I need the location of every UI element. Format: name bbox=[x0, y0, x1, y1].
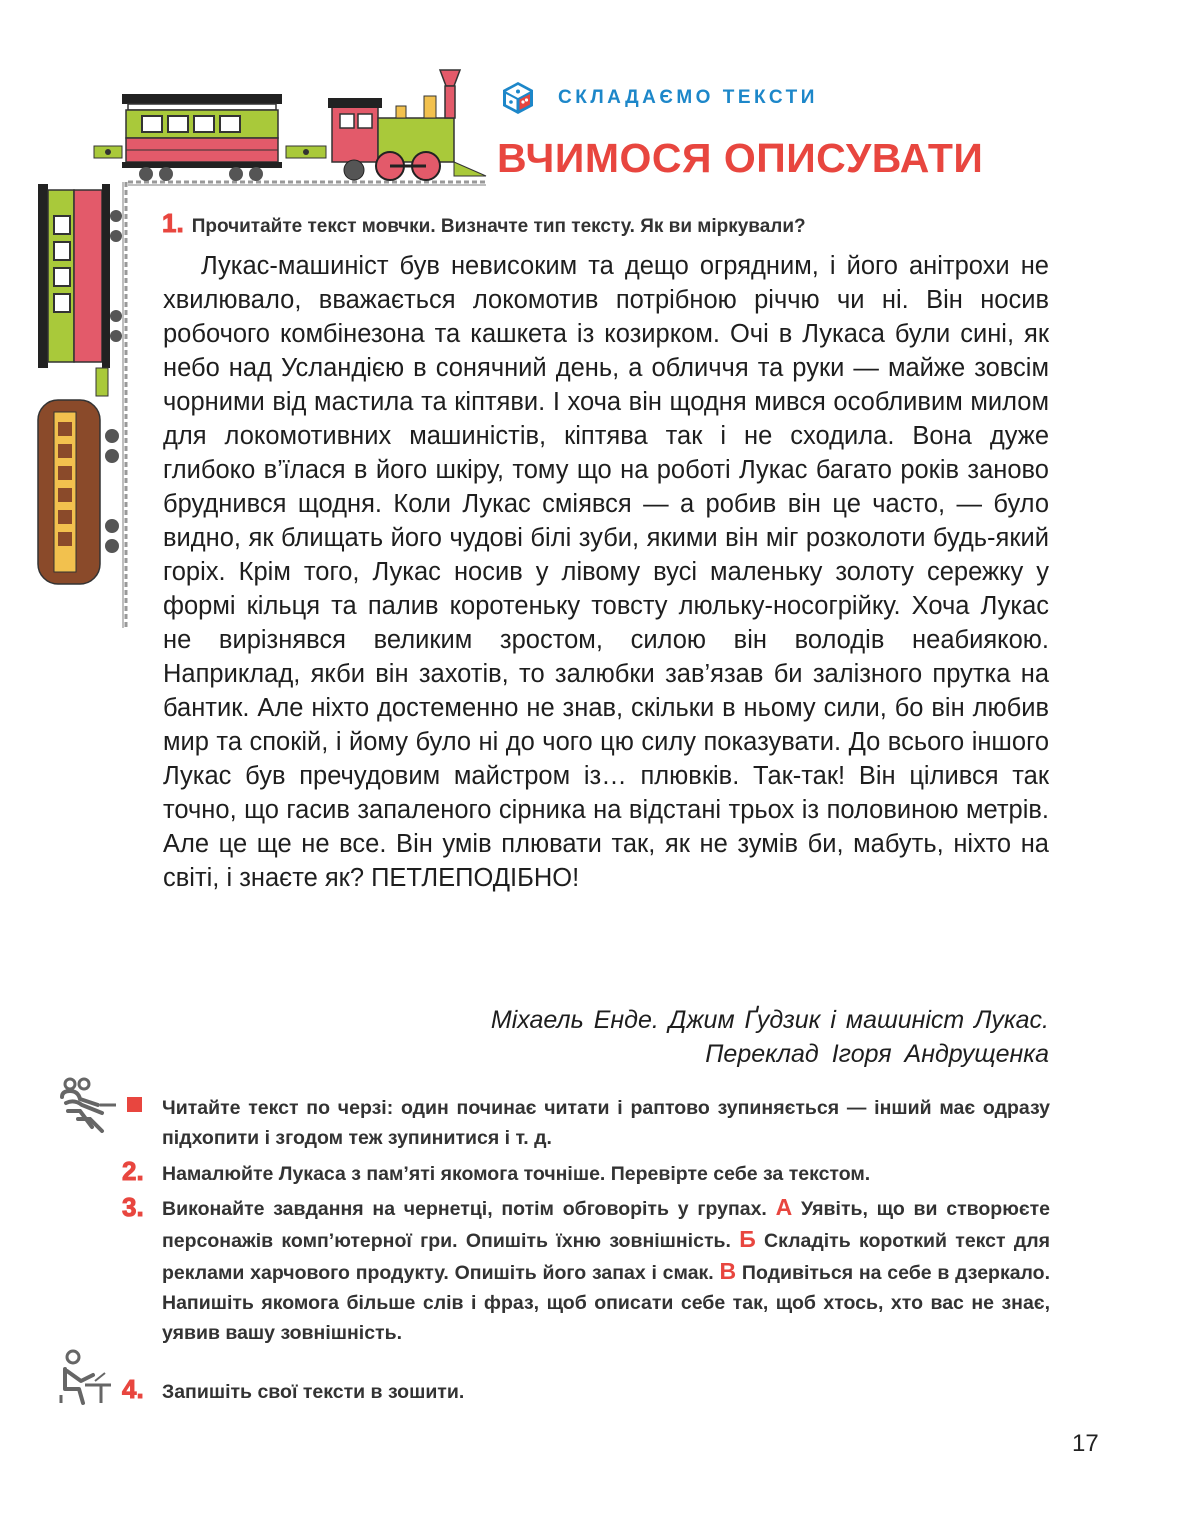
task-3-letter-v: В bbox=[719, 1258, 737, 1284]
passenger-car-horizontal bbox=[122, 94, 282, 181]
story-text: Лукас-машиніст був невисоким та дещо огрядним, і його анітрохи не хвилювало, вважається локомотив потрібною річчю чи ні. Він носив робочого комбінезона та кашкета із козирком. Очі в Лукаса були сині, як небо над Усландією в сонячний день, а обличчя та руки — майже зовсім чорними від мастила та кіптяви. І хоча він щодня мився особливим милом для локомотивних машиністів, кіптява так і не сходила. Вона дуже глибоко в’їлася в його шкіру, тому що на роботі Лукас багато років заново бруднився щодня. Коли Лукас сміявся — а робив він це часто, — було видно, як блищать його чудові білі зуби, якими він міг розколоти будь-який горіх. Крім того, Лукас носив у лівому вусі маленьку золоту сережку у формі кільця та палив коротеньку товсту люльку-носогрійку. Хоча Лукас не вирізнявся великим зростом, силою він володів неабиякою. Наприклад, якби він захотів, то залюбки зав’язав би залізного прутка на бантик. Але ніхто достеменно не знав, скільки в ньому сили, бо він любив мир та спокій, і йому було ні до чого цю силу показувати. До всього іншого Лукас був пречудовим майстром із… плювків. Так-так! Він цілився так точно, що гасив запаленого сірника на відстані трьох із половиною метрів. Але це ще не все. Він умів плювати так, як не зумів би, мабуть, ніхто на світі, і знаєте як? ПЕТЛЕПОДІБНО! bbox=[163, 252, 1049, 892]
page-title: ВЧИМОСЯ ОПИСУВАТИ bbox=[497, 135, 984, 181]
locomotive bbox=[328, 70, 486, 180]
task-3-number: 3. bbox=[122, 1192, 144, 1222]
dice-icon bbox=[500, 80, 536, 116]
attribution-line-2: Переклад Ігоря Андрущенка bbox=[705, 1040, 1049, 1068]
task-3-letter-b: Б bbox=[739, 1226, 756, 1252]
task-2 bbox=[122, 1156, 1050, 1189]
task-3-letter-a: А bbox=[775, 1194, 793, 1220]
task-1-instruction: Прочитайте текст мовчки. Визначте тип тексту. Як ви міркували? bbox=[191, 216, 806, 237]
task-2-number: 2. bbox=[122, 1156, 144, 1186]
task-3-text-v: Подивіться на себе в дзеркало. Напишіть якомога більше слів і фраз, щоб описати себе так, щоб хтось, хто вас не знає, уявив вашу зовнішність. bbox=[162, 1262, 1051, 1344]
task-3-intro: Виконайте завдання на чернетці, потім обговоріть у групах. bbox=[162, 1198, 767, 1220]
section-label bbox=[500, 80, 818, 116]
section-label-text: СКЛАДАЄМО ТЕКСТИ bbox=[558, 87, 818, 108]
task-2-text: Намалюйте Лукаса з пам’яті якомога точніше. Перевірте себе за текстом. bbox=[162, 1163, 871, 1185]
writing-at-desk-icon bbox=[57, 1349, 113, 1405]
coupler-vertical bbox=[96, 368, 108, 396]
coupler-left bbox=[94, 146, 122, 158]
page-number: 17 bbox=[1072, 1430, 1099, 1457]
task-1-number: 1. bbox=[162, 208, 184, 238]
task-3-text-b: Складіть короткий текст для реклами харчового продукту. Опишіть його запах і смак. bbox=[162, 1230, 1051, 1284]
pair-reading-instruction: Читайте текст по черзі: один починає читати і раптово зупиняється — інший має одразу підхопити і згодом теж зупинитися і т. д. bbox=[162, 1097, 1050, 1149]
task-1 bbox=[162, 208, 1052, 239]
passenger-car-vertical bbox=[38, 184, 122, 368]
brown-car-vertical bbox=[38, 400, 119, 584]
task-4 bbox=[122, 1374, 1050, 1407]
pair-reading-icon bbox=[58, 1077, 120, 1133]
task-4-text: Запишіть свої тексти в зошити. bbox=[162, 1381, 465, 1403]
coupler-mid bbox=[286, 146, 326, 158]
task-3-text-a: Уявіть, що ви створюєте персонажів комп’ютерної гри. Опишіть їхню зовнішність. bbox=[162, 1198, 1051, 1252]
task-4-number: 4. bbox=[122, 1374, 144, 1404]
task-3 bbox=[122, 1192, 1050, 1348]
attribution-line-1: Міхаель Енде. Джим Ґудзик і машиніст Лукас. bbox=[490, 1006, 1049, 1034]
bullet-marker bbox=[127, 1097, 142, 1112]
